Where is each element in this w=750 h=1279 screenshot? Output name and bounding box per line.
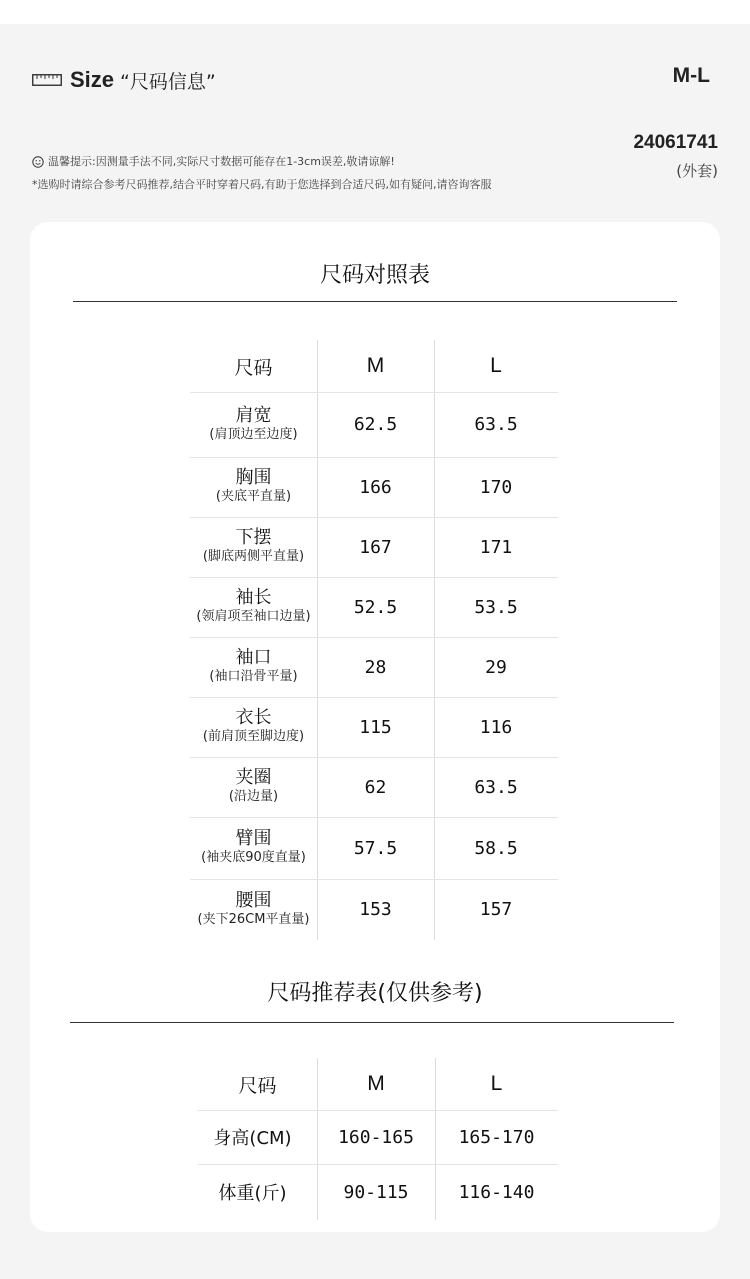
measurement-name: 袖口 [235, 647, 272, 668]
notice-block [32, 150, 491, 196]
measurement-name: 胸围 [235, 467, 272, 488]
recommend-table-row-label: 体重(斤) [218, 1183, 287, 1204]
size-table-value: 62 [364, 776, 387, 798]
size-card [30, 222, 720, 1232]
recommend-table-header-size: L [490, 1072, 503, 1095]
ruler-icon [32, 74, 62, 86]
size-table-header-size: M [366, 354, 385, 377]
recommend-table-value: 90-115 [343, 1181, 409, 1203]
product-type: (外套) [676, 162, 718, 180]
notice-text-1: 温馨提示:因测量手法不同,实际尺寸数据可能存在1-3cm误差,敬请谅解! [48, 155, 395, 168]
size-table-value: 52.5 [353, 596, 398, 618]
recommend-table-header-size: M [367, 1072, 385, 1095]
recommend-table-value: 160-165 [338, 1126, 414, 1148]
size-word: Size [70, 67, 115, 92]
measurement-description: (肩顶边至边度) [209, 426, 298, 442]
size-table-value: 62.5 [353, 414, 398, 435]
notice-row-2 [32, 173, 491, 196]
recommend-table-title: 尺码推荐表(仅供参考) [267, 981, 483, 1006]
size-table-title: 尺码对照表 [319, 263, 430, 288]
size-table-value: 29 [485, 656, 507, 678]
measurement-description: (袖夹底90度直量) [201, 850, 306, 865]
product-code: 24061741 [633, 132, 718, 153]
size-table-value: 57.5 [353, 837, 398, 859]
measurement-name: 腰围 [235, 889, 272, 911]
measurement-name: 袖长 [235, 587, 272, 608]
measurement-description: (前肩顶至脚边度) [202, 729, 305, 744]
notice-row-1 [32, 150, 491, 173]
measurement-name: 肩宽 [235, 404, 272, 426]
recommend-table-divider [70, 1022, 674, 1023]
size-table-header-size: L [490, 354, 502, 377]
recommend-table-value: 116-140 [458, 1181, 535, 1203]
size-table-value: 170 [479, 476, 513, 498]
size-table-divider [73, 301, 677, 302]
notice-text-2: *选购时请综合参考尺码推荐,结合平时穿着尺码,有助于您选择到合适尺码,如有疑问,请咨询客服 [32, 178, 492, 191]
size-table-value: 28 [364, 656, 387, 678]
measurement-name: 衣长 [235, 707, 272, 728]
measurement-description: (袖口沿骨平量) [209, 669, 298, 684]
size-table-value: 153 [359, 899, 392, 920]
size-range: M-L [672, 64, 710, 87]
size-info-label: “尺码信息” [120, 70, 216, 93]
size-table-value: 63.5 [474, 414, 518, 435]
measurement-description: (夹下26CM平直量) [197, 911, 310, 927]
size-table-value: 63.5 [474, 776, 518, 798]
size-table-value: 53.5 [474, 596, 518, 618]
size-table-value: 166 [359, 476, 392, 498]
measurement-description: (领肩项至袖口边量) [196, 609, 311, 624]
measurement-name: 下摆 [235, 527, 272, 548]
size-info-heading [32, 64, 216, 96]
measurement-name: 臂围 [235, 828, 272, 849]
size-table-value: 167 [359, 536, 392, 558]
size-table-header-label: 尺码 [234, 356, 273, 379]
measurement-description: (沿边量) [228, 789, 279, 804]
size-table-value: 116 [479, 716, 513, 738]
measurement-description: (脚底两侧平直量) [202, 549, 305, 564]
recommend-table-value: 165-170 [458, 1126, 535, 1148]
size-table-value: 171 [479, 536, 513, 558]
size-table-value: 58.5 [474, 837, 518, 859]
measurement-description: (夹底平直量) [215, 489, 292, 504]
smile-icon [32, 156, 44, 168]
product-code-block [633, 132, 718, 181]
recommend-table-row-label: 身高(CM) [213, 1128, 292, 1149]
recommend-table-header-label: 尺码 [238, 1074, 277, 1097]
measurement-name: 夹圈 [235, 767, 272, 788]
size-table-value: 115 [359, 716, 392, 738]
size-table-value: 157 [479, 899, 513, 920]
